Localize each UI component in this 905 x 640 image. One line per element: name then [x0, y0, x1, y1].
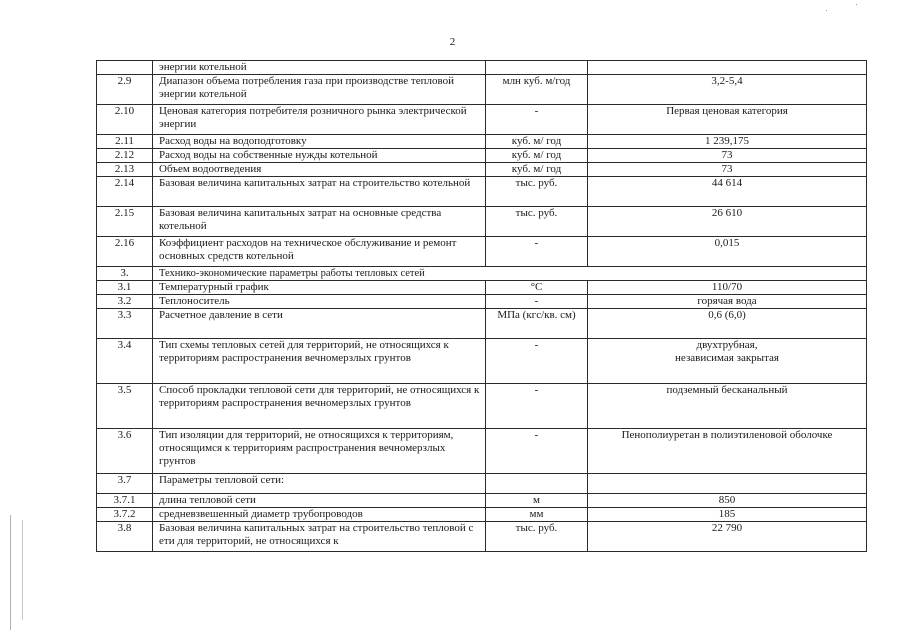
table-row	[97, 177, 867, 207]
row-value: 3,2-5,4	[588, 75, 867, 105]
parameters-table	[96, 60, 867, 552]
scan-speck	[856, 4, 857, 5]
row-description: Расход воды на водоподготовку	[153, 135, 486, 149]
table-row	[97, 281, 867, 295]
row-number	[97, 61, 153, 75]
row-value: подземный бесканальный	[588, 384, 867, 429]
scan-edge-mark	[10, 515, 13, 630]
row-unit: тыс. руб.	[486, 522, 588, 552]
table-row	[97, 522, 867, 552]
table-row	[97, 237, 867, 267]
row-unit: тыс. руб.	[486, 207, 588, 237]
section-row	[97, 267, 867, 281]
section-number: 3.	[97, 267, 153, 281]
row-description: Базовая величина капитальных затрат на строительство тепловой с ети для территорий, не относящихся к	[153, 522, 486, 552]
row-description: средневзвешенный диаметр трубопроводов	[153, 508, 486, 522]
row-value: 73	[588, 163, 867, 177]
row-description: Температурный график	[153, 281, 486, 295]
page-number: 2	[449, 36, 456, 48]
row-value: 73	[588, 149, 867, 163]
row-description: Коэффициент расходов на техническое обслуживание и ремонт основных средств котельной	[153, 237, 486, 267]
row-number: 2.9	[97, 75, 153, 105]
row-unit: -	[486, 339, 588, 384]
table-row	[97, 339, 867, 384]
row-number: 3.3	[97, 309, 153, 339]
row-number: 3.2	[97, 295, 153, 309]
table-row	[97, 429, 867, 474]
row-unit: МПа (кгс/кв. см)	[486, 309, 588, 339]
table-row	[97, 384, 867, 429]
row-value: 26 610	[588, 207, 867, 237]
table-row	[97, 105, 867, 135]
row-value: 850	[588, 494, 867, 508]
row-unit: тыс. руб.	[486, 177, 588, 207]
row-value-line: независимая закрытая	[675, 352, 779, 364]
row-value: 0,015	[588, 237, 867, 267]
row-description: длина тепловой сети	[153, 494, 486, 508]
row-number: 2.14	[97, 177, 153, 207]
table-row	[97, 75, 867, 105]
row-unit: -	[486, 429, 588, 474]
row-number: 2.13	[97, 163, 153, 177]
table-row	[97, 61, 867, 75]
table-row	[97, 163, 867, 177]
row-unit	[486, 61, 588, 75]
row-unit: куб. м/ год	[486, 149, 588, 163]
table-row	[97, 295, 867, 309]
row-value: 44 614	[588, 177, 867, 207]
table-row	[97, 207, 867, 237]
row-value: 185	[588, 508, 867, 522]
row-unit: куб. м/ год	[486, 135, 588, 149]
row-unit: м	[486, 494, 588, 508]
row-number: 3.5	[97, 384, 153, 429]
row-description: Расчетное давление в сети	[153, 309, 486, 339]
row-value: Пенополиуретан в полиэтиленовой оболочке	[588, 429, 867, 474]
row-unit: мм	[486, 508, 588, 522]
row-description: Ценовая категория потребителя розничного рынка электрической энергии	[153, 105, 486, 135]
row-number: 3.7.2	[97, 508, 153, 522]
section-title: Технико-экономические параметры работы тепловых сетей	[153, 267, 867, 281]
row-value: Первая ценовая категория	[588, 105, 867, 135]
row-unit: -	[486, 237, 588, 267]
row-description: Способ прокладки тепловой сети для территорий, не относящихся к территориям распространения вечномерзлых грунтов	[153, 384, 486, 429]
row-description: Расход воды на собственные нужды котельной	[153, 149, 486, 163]
row-value-line: двухтрубная,	[696, 339, 758, 351]
table-row	[97, 135, 867, 149]
row-value: 0,6 (6,0)	[588, 309, 867, 339]
row-value: 110/70	[588, 281, 867, 295]
table-row	[97, 309, 867, 339]
row-number: 3.1	[97, 281, 153, 295]
row-description: Базовая величина капитальных затрат на основные средства котельной	[153, 207, 486, 237]
row-number: 2.12	[97, 149, 153, 163]
row-number: 2.16	[97, 237, 153, 267]
row-description: Объем водоотведения	[153, 163, 486, 177]
scan-edge-mark	[22, 520, 25, 620]
row-value: горячая вода	[588, 295, 867, 309]
row-description: Параметры тепловой сети:	[153, 474, 486, 494]
row-value	[588, 61, 867, 75]
row-number: 3.6	[97, 429, 153, 474]
table-row	[97, 494, 867, 508]
row-unit: -	[486, 295, 588, 309]
table-row	[97, 149, 867, 163]
row-number: 2.10	[97, 105, 153, 135]
row-value	[588, 474, 867, 494]
row-value: 22 790	[588, 522, 867, 552]
row-unit: млн куб. м/год	[486, 75, 588, 105]
row-number: 3.8	[97, 522, 153, 552]
table-row	[97, 508, 867, 522]
row-unit: °C	[486, 281, 588, 295]
row-number: 3.7.1	[97, 494, 153, 508]
row-number: 2.15	[97, 207, 153, 237]
row-unit	[486, 474, 588, 494]
row-value: 1 239,175	[588, 135, 867, 149]
row-description: Теплоноситель	[153, 295, 486, 309]
row-description: Тип изоляции для территорий, не относящихся к территориям, относящимся к территориям распространения вечномерзлых грунтов	[153, 429, 486, 474]
row-description: Диапазон объема потребления газа при производстве тепловой энергии котельной	[153, 75, 486, 105]
row-unit: -	[486, 384, 588, 429]
scan-speck	[826, 10, 827, 11]
row-description: энергии котельной	[153, 61, 486, 75]
row-number: 3.4	[97, 339, 153, 384]
row-unit: куб. м/ год	[486, 163, 588, 177]
table-row	[97, 474, 867, 494]
row-number: 2.11	[97, 135, 153, 149]
row-number: 3.7	[97, 474, 153, 494]
row-unit: -	[486, 105, 588, 135]
row-description: Тип схемы тепловых сетей для территорий, не относящихся к территориям распространения вечномерзлых грунтов	[153, 339, 486, 384]
row-description: Базовая величина капитальных затрат на строительство котельной	[153, 177, 486, 207]
row-value	[588, 339, 867, 384]
